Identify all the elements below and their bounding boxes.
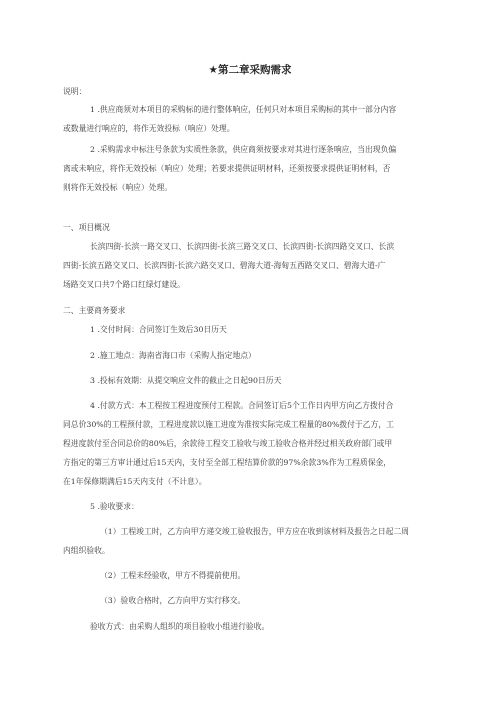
note-1-line-2: 或数量进行响应的，将作无效投标（响应）处理。 <box>63 124 235 133</box>
intro-label: 说明： <box>63 87 87 96</box>
bid-validity: 3 .投标有效期：从提交响应文件的截止之日起90日历天 <box>90 376 282 385</box>
section-2-heading: 二、主要商务要求 <box>63 306 126 315</box>
payment-line-5: 在1年保修期满后15天内支付（不计息）。 <box>63 477 207 486</box>
section-1-heading: 一、项目概况 <box>63 223 110 232</box>
acceptance-method: 验收方式：由采购人组织的项目验收小组进行验收。 <box>90 622 270 631</box>
overview-line-3: 场路交叉口共7个路口红绿灯建设。 <box>63 280 185 289</box>
overview-line-1: 长滨四街-长滨一路交叉口、长滨四街-长滨三路交叉口、长滨四街-长滨四路交叉口、长滨 <box>90 242 395 251</box>
acceptance-1-line-1: （1）工程竣工时，乙方向甲方递交竣工验收报告，甲方应在收到该材料及报告之日起二周 <box>100 527 410 536</box>
note-2-line-2: 离或未响应，将作无效投标（响应）处理；若要求提供证明材料，还须按要求提供证明材料，否 <box>63 164 391 173</box>
payment-line-1: 4 .付款方式：本工程按工程进度预付工程款。合同签订后5个工作日内甲方向乙方拨付合 <box>90 401 394 410</box>
payment-line-3: 程进度款付至合同总价的80%后，余款待工程交工验收与竣工验收合格并经过相关政府部门或甲 <box>63 439 393 448</box>
acceptance-heading: 5 .验收要求： <box>90 502 139 511</box>
payment-line-4: 方指定的第三方审计通过后15天内，支付至全部工程结算价款的97%余款3%作为工程质保金， <box>63 458 392 467</box>
note-2-line-3: 则将作无效投标（响应）处理。 <box>63 183 173 192</box>
acceptance-2: （2）工程未经验收，甲方不得提前使用。 <box>100 571 246 580</box>
construction-site: 2 .施工地点：海南省海口市（采购人指定地点） <box>90 351 256 360</box>
chapter-title: ★第二章采购需求 <box>208 64 292 76</box>
payment-line-2: 同总价30%的工程预付款，工程进度款以施工进度为准按实际完成工程量的80%拨付于乙方，工 <box>63 420 394 429</box>
acceptance-3: （3）验收合格时，乙方向甲方实行移交。 <box>100 596 246 605</box>
delivery-time: 1 .交付时间：合同签订生效后30日历天 <box>90 325 227 334</box>
note-2-line-1: 2 .采购需求中标注号条款为实质性条款，供应商须按要求对其进行逐条响应，当出现负偏 <box>90 145 397 154</box>
overview-line-2: 四街-长滨五路交叉口、长滨四街-长滨六路交叉口、碧海大道-海甸五西路交叉口、碧海大道-广 <box>63 261 386 270</box>
acceptance-1-line-2: 内组织验收。 <box>63 546 110 555</box>
note-1-line-1: 1 .供应商须对本项目的采购标的进行整体响应，任何只对本项目采购标的其中一部分内容 <box>90 105 397 114</box>
